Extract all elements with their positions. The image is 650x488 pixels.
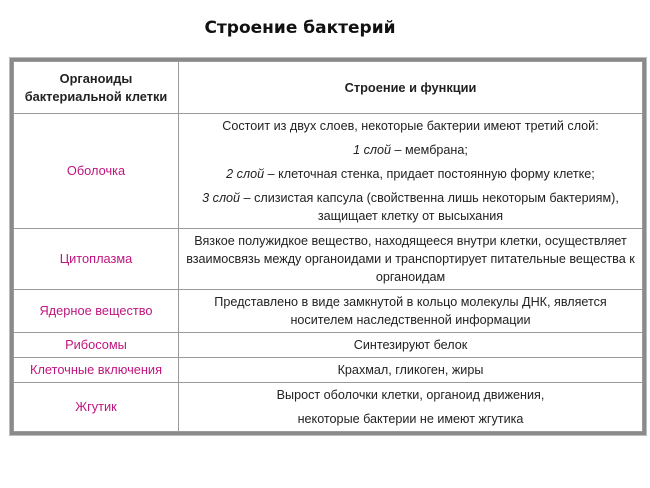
description-cell: [179, 114, 643, 229]
organoid-cell: Рибосомы: [14, 333, 179, 358]
description-cell: Синтезируют белок: [179, 333, 643, 358]
organoid-cell: Оболочка: [14, 114, 179, 229]
description-cell: Вязкое полужидкое вещество, находящееся внутри клетки, осуществляет взаимосвязь между органоидами и транспортирует питательные вещества к органоидам: [179, 229, 643, 290]
table-row: [14, 383, 643, 432]
description-line: 3 слой – слизистая капсула (свойственна лишь некоторым бактериям), защищает клетку от высыхания: [202, 191, 619, 223]
organoid-cell: Клеточные включения: [14, 358, 179, 383]
description-cell: Крахмал, гликоген, жиры: [179, 358, 643, 383]
bacteria-structure-table: [10, 58, 646, 435]
table: [13, 61, 643, 432]
description-cell: [179, 383, 643, 432]
organoid-cell: Ядерное вещество: [14, 290, 179, 333]
table-row: [14, 290, 643, 333]
header-structure-functions: Строение и функции: [179, 62, 643, 114]
description-line: некоторые бактерии не имеют жгутика: [297, 412, 524, 426]
table-row: [14, 333, 643, 358]
organoid-cell: Цитоплазма: [14, 229, 179, 290]
description-cell: Представлено в виде замкнутой в кольцо молекулы ДНК, является носителем наследственной информации: [179, 290, 643, 333]
page-title: Строение бактерий: [204, 18, 396, 38]
header-organoids: Органоиды бактериальной клетки: [14, 62, 179, 114]
description-line: 2 слой – клеточная стенка, придает постоянную форму клетке;: [226, 167, 595, 181]
table-row: [14, 114, 643, 229]
table-header-row: [14, 62, 643, 114]
description-line: 1 слой – мембрана;: [353, 143, 468, 157]
description-line: Состоит из двух слоев, некоторые бактерии имеют третий слой:: [222, 119, 599, 133]
description-line: Вырост оболочки клетки, органоид движения,: [276, 388, 545, 402]
table-row: [14, 229, 643, 290]
table-row: [14, 358, 643, 383]
organoid-cell: Жгутик: [14, 383, 179, 432]
